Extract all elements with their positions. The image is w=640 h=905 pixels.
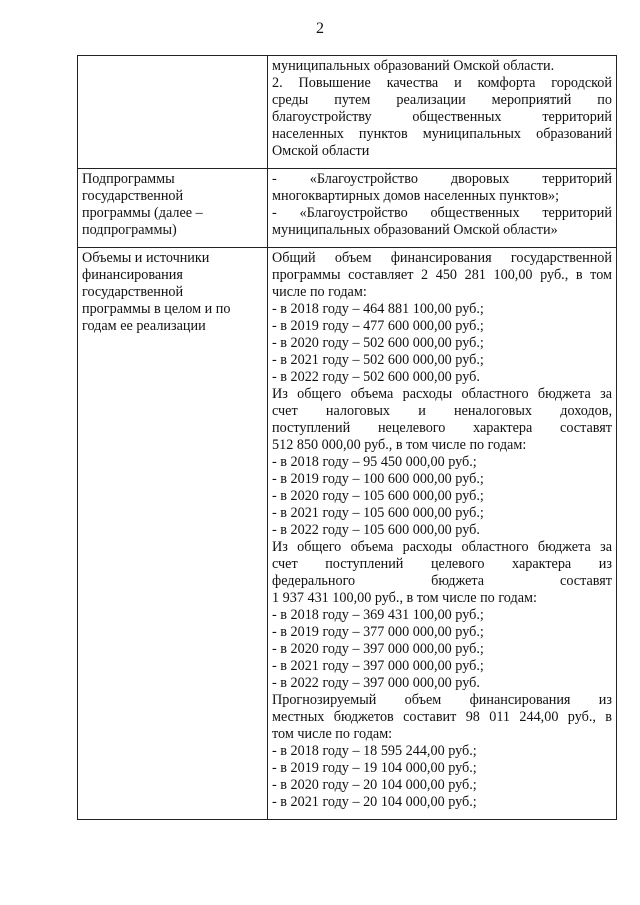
row-value-line: поступлений нецелевого характера составят [272, 420, 612, 436]
row-value-line: - «Благоустройство общественных территорий [272, 205, 612, 221]
row-value-line: том числе по годам: [272, 726, 393, 742]
row-value-line: - в 2022 году – 502 600 000,00 руб. [272, 369, 480, 385]
row-value-line: - в 2018 году – 464 881 100,00 руб.; [272, 301, 484, 317]
table-row [78, 56, 617, 169]
page-number: 2 [316, 20, 324, 37]
row-value-line: - в 2019 году – 100 600 000,00 руб.; [272, 471, 484, 487]
row-value-line: местных бюджетов составит 98 011 244,00 руб., в [272, 709, 612, 725]
row-value-line: - в 2018 году – 18 595 244,00 руб.; [272, 743, 477, 759]
row-value-line: федерального бюджета составят [272, 573, 612, 589]
row-label-line: подпрограммы) [82, 222, 177, 238]
row-value-line: 2. Повышение качества и комфорта городской [272, 75, 612, 91]
row-label-line: государственной [82, 188, 184, 204]
row-value-cell [268, 169, 617, 248]
row-value-cell [268, 248, 617, 820]
row-label-cell [78, 56, 268, 169]
row-value-line: - в 2020 году – 397 000 000,00 руб.; [272, 641, 484, 657]
row-label-line: финансирования [82, 267, 183, 283]
row-value-line: муниципальных образований Омской области» [272, 222, 558, 238]
row-value-line: - в 2021 году – 105 600 000,00 руб.; [272, 505, 484, 521]
row-value-line: населенных пунктов муниципальных образований [272, 126, 612, 142]
row-value-line: - в 2018 году – 95 450 000,00 руб.; [272, 454, 477, 470]
row-value-line: - в 2020 году – 20 104 000,00 руб.; [272, 777, 477, 793]
row-label-line: Подпрограммы [82, 171, 175, 187]
row-value-line: - в 2020 году – 502 600 000,00 руб.; [272, 335, 484, 351]
row-value-line: - в 2019 году – 377 000 000,00 руб.; [272, 624, 484, 640]
program-passport-table [77, 55, 617, 820]
row-value-line: счет поступлений целевого характера из [272, 556, 612, 572]
row-label-line: Объемы и источники [82, 250, 210, 266]
row-value-line: числе по годам: [272, 284, 367, 300]
row-value-line: - в 2021 году – 502 600 000,00 руб.; [272, 352, 484, 368]
row-value-line: муниципальных образований Омской области. [272, 58, 555, 74]
row-value-line: среды путем реализации мероприятий по [272, 92, 612, 108]
row-value-line: - в 2022 году – 397 000 000,00 руб. [272, 675, 480, 691]
row-value-line: 512 850 000,00 руб., в том числе по годам: [272, 437, 527, 453]
row-value-cell [268, 56, 617, 169]
row-label-line: программы в целом и по [82, 301, 231, 317]
row-value-line: - в 2020 году – 105 600 000,00 руб.; [272, 488, 484, 504]
row-value-line: - в 2019 году – 19 104 000,00 руб.; [272, 760, 477, 776]
row-value-line: многоквартирных домов населенных пунктов»; [272, 188, 560, 204]
row-value-line: Из общего объема расходы областного бюджета за [272, 539, 612, 555]
row-value-line: благоустройству общественных территорий [272, 109, 612, 125]
row-value-line: - в 2018 году – 369 431 100,00 руб.; [272, 607, 484, 623]
row-value-line: - «Благоустройство дворовых территорий [272, 171, 612, 187]
table-row [78, 248, 617, 820]
table-row [78, 169, 617, 248]
row-value-line: Прогнозируемый объем финансирования из [272, 692, 612, 708]
row-value-line: 1 937 431 100,00 руб., в том числе по годам: [272, 590, 537, 606]
row-value-line: Омской области [272, 143, 370, 159]
row-value-line: - в 2022 году – 105 600 000,00 руб. [272, 522, 480, 538]
row-value-line: - в 2021 году – 397 000 000,00 руб.; [272, 658, 484, 674]
row-label-cell [78, 248, 268, 820]
row-value-line: Из общего объема расходы областного бюджета за [272, 386, 612, 402]
row-label-line: государственной [82, 284, 184, 300]
row-label-cell [78, 169, 268, 248]
row-label-line: программы (далее – [82, 205, 203, 221]
row-value-line: счет налоговых и неналоговых доходов, [272, 403, 612, 419]
row-value-line: - в 2019 году – 477 600 000,00 руб.; [272, 318, 484, 334]
row-label-line: годам ее реализации [82, 318, 206, 334]
row-value-line: программы составляет 2 450 281 100,00 руб., в том [272, 267, 612, 283]
row-value-line: - в 2021 году – 20 104 000,00 руб.; [272, 794, 477, 810]
row-value-line: Общий объем финансирования государственной [272, 250, 612, 266]
